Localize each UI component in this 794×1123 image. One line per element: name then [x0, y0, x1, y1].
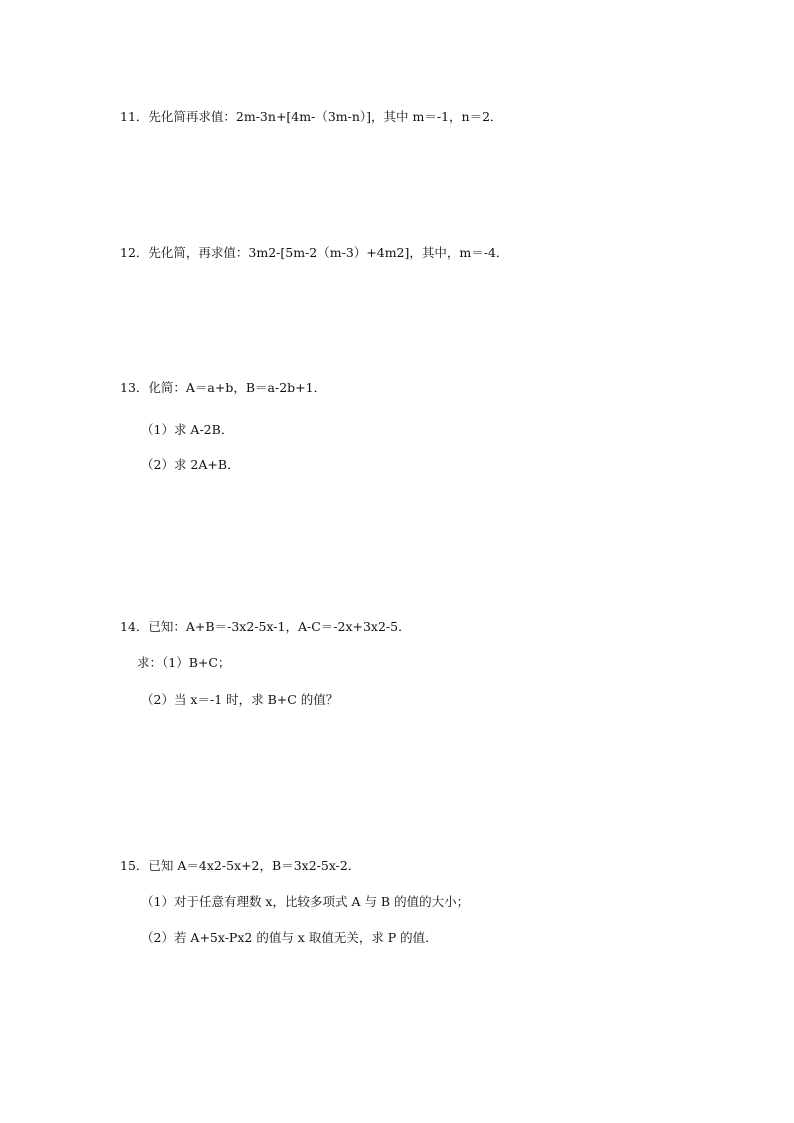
question-15	[120, 858, 360, 874]
question-15-part-1: （1）对于任意有理数 x，比较多项式 A 与 B 的值的大小；	[141, 894, 470, 909]
question-15-part-2: （2）若 A+5x-Px2 的值与 x 取值无关，求 P 的值．	[141, 930, 438, 945]
question-13-part-2: （2）求 2A+B．	[141, 457, 240, 472]
question-13	[120, 380, 326, 396]
question-number: 15．	[120, 858, 149, 873]
question-14	[120, 619, 411, 635]
question-text: 先化简，再求值：3m2-[5m-2（m-3）+4m2]，其中，m＝-4．	[148, 245, 509, 260]
question-text: 先化简再求值：2m-3n+[4m-（3m-n）]，其中 m＝-1，n＝2．	[148, 109, 503, 124]
question-13-part-1: （1）求 A-2B．	[141, 422, 234, 437]
question-11	[120, 109, 503, 125]
question-number: 11．	[120, 109, 149, 124]
question-number: 13．	[120, 380, 149, 395]
question-text: 化简：A＝a+b，B＝a-2b+1．	[148, 380, 327, 395]
question-12	[120, 245, 508, 261]
question-text: 已知 A＝4x2-5x+2，B＝3x2-5x-2．	[148, 858, 361, 873]
question-number: 14．	[120, 619, 149, 634]
question-number: 12．	[120, 245, 149, 260]
question-14-part-1: 求：（1）B+C；	[137, 655, 231, 670]
question-14-part-2: （2）当 x＝-1 时，求 B+C 的值？	[141, 692, 339, 707]
question-text: 已知：A+B＝-3x2-5x-1，A-C＝-2x+3x2-5．	[148, 619, 411, 634]
